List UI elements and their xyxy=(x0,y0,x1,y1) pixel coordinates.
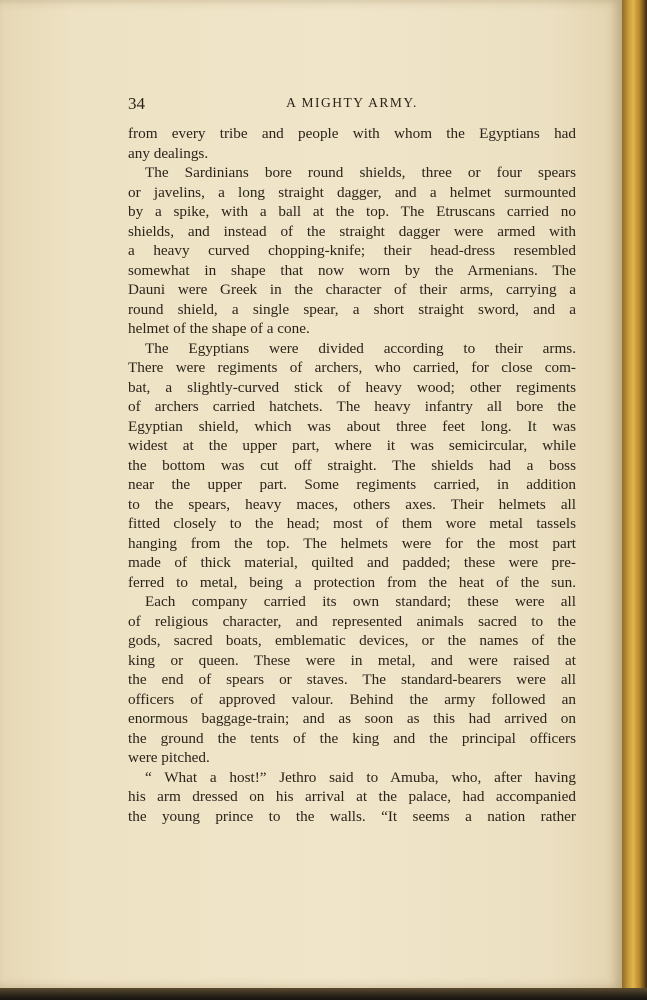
page-bottom-edge xyxy=(0,988,647,1000)
text-line: The Sardinians bore round shields, three or four spears xyxy=(145,164,576,181)
text-line: There were regiments of archers, who carried, for close com- xyxy=(128,359,576,376)
page-number: 34 xyxy=(128,94,145,113)
text-line: were pitched. xyxy=(128,749,210,766)
text-line: the young prince to the walls. “It seems a nation rather xyxy=(128,807,576,825)
text-line: somewhat in shape that now worn by the Armenians. The xyxy=(128,261,576,279)
text-line: shields, and instead of the straight dagger were armed with xyxy=(128,222,576,240)
text-line: any dealings. xyxy=(128,144,209,162)
text-line: the end of spears or staves. The standard-bearers were all xyxy=(128,671,576,688)
text-line: near the upper part. Some regiments carried, in addition xyxy=(128,476,576,493)
text-line: a heavy curved chopping-knife; their head-dress resembled xyxy=(128,242,576,259)
running-head: A MIGHTY ARMY. xyxy=(286,95,418,110)
text-line: ferred to metal, being a protection from the heat of the sun. xyxy=(128,573,576,591)
text-line: of religious character, and represented animals sacred to the xyxy=(128,612,576,630)
text-line: round shield, a single spear, a short straight sword, and a xyxy=(128,300,576,318)
text-line: The Egyptians were divided according to their arms. xyxy=(145,339,576,357)
text-line: “ What a host!” Jethro said to Amuba, who, after having xyxy=(145,768,576,786)
text-line: helmet of the shape of a cone. xyxy=(128,320,310,337)
text-line: his arm dressed on his arrival at the palace, had accompanied xyxy=(128,788,576,805)
text-line: enormous baggage-train; and as soon as this had arrived on xyxy=(128,710,576,727)
text-line: from every tribe and people with whom the Egyptians had xyxy=(128,125,576,142)
text-line: king or queen. These were in metal, and were raised at xyxy=(128,651,576,669)
text-line: bat, a slightly-curved stick of heavy wood; other regiments xyxy=(128,378,576,396)
text-line: to the spears, heavy maces, others axes. Their helmets all xyxy=(128,495,576,513)
text-line: Dauni were Greek in the character of their arms, carrying a xyxy=(128,281,576,298)
text-line: the ground the tents of the king and the principal officers xyxy=(128,729,576,747)
text-line: Egyptian shield, which was about three feet long. It was xyxy=(128,417,576,435)
text-line: of archers carried hatchets. The heavy infantry all bore the xyxy=(128,398,576,415)
text-line: Each company carried its own standard; these were all xyxy=(145,593,576,610)
text-line: hanging from the top. The helmets were for the most part xyxy=(128,534,576,552)
text-line: fitted closely to the head; most of them wore metal tassels xyxy=(128,515,576,532)
page-header xyxy=(128,94,576,114)
text-line: officers of approved valour. Behind the army followed an xyxy=(128,690,576,708)
text-line: or javelins, a long straight dagger, and a helmet surmounted xyxy=(128,183,576,201)
text-line: made of thick material, quilted and padded; these were pre- xyxy=(128,554,576,571)
text-line: widest at the upper part, where it was semicircular, while xyxy=(128,437,576,454)
text-line: the bottom was cut off straight. The shields had a boss xyxy=(128,456,576,474)
text-line: by a spike, with a ball at the top. The Etruscans carried no xyxy=(128,203,576,220)
book-spine-edge xyxy=(622,0,647,1000)
body-text xyxy=(128,124,576,826)
text-line: gods, sacred boats, emblematic devices, or the names of the xyxy=(128,632,576,649)
